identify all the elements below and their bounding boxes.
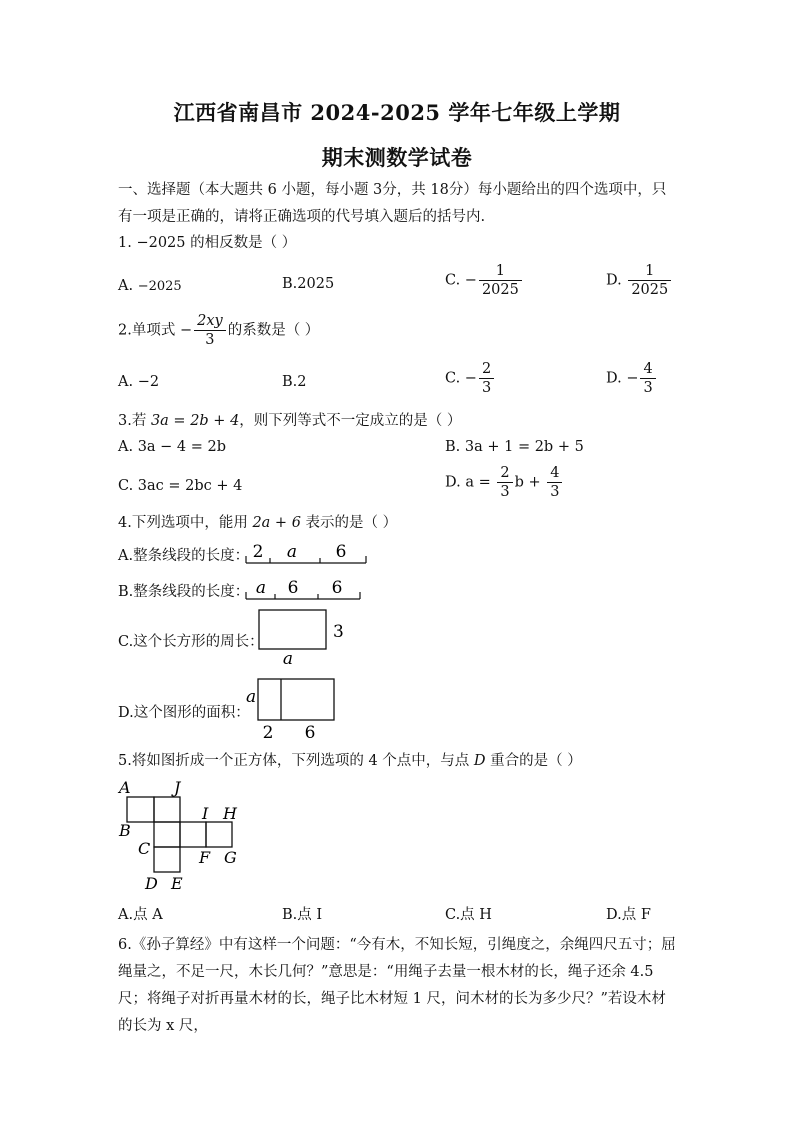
net-point-a: A [119,778,131,797]
q6-text: 6.《孙子算经》中有这样一个问题：“今有木，不知长短，引绳度之，余绳四尺五寸；屈绳量之，不足一尺，木长几何？”意思是：“用绳子去量一根木材的长，绳子还余 4.5 尺；将绳子对折再量木材的长，绳子比木材短 1 尺，问木材的长为多少尺？”若设木材的长为 x 尺， [118,937,676,1034]
q1-stem: 1. −2025 的相反数是（ ） [118,235,297,251]
q3-stem: 3.若 3a = 2b + 4，则下列等式不一定成立的是（ ） [118,413,462,429]
q1-option-b: B.2025 [282,276,335,292]
q5-option-c: C.点 H [445,907,492,923]
exam-subtitle: 期末测数学试卷 [321,145,473,170]
q3-option-a: A. 3a − 4 = 2b [118,439,227,455]
q4-b-seg-1: a [255,578,267,598]
q4-a-seg-3: 6 [335,542,347,562]
net-point-c: C [138,839,151,858]
q2-option-d: D. − $\frac{4}{3}$ [606,360,658,397]
q5-option-b: B.点 I [282,907,323,923]
q5-option-d: D.点 F [606,907,651,923]
q4-b-seg-3: 6 [331,578,343,598]
net-point-g: G [224,848,237,867]
q5-stem: 5.将如图折成一个正方体，下列选项的 4 个点中，与点 D 重合的是（ ） [118,753,582,769]
q3-option-c: C. 3ac = 2bc + 4 [118,478,243,494]
q4-option-a-segment [240,537,372,567]
q2-stem: 2.单项式 − $\frac{2xy}{3}$ 的系数是（ ） [118,313,320,348]
net-point-j: J [174,778,181,797]
q4-option-c-rectangle [255,606,355,668]
q3-option-b: B. 3a + 1 = 2b + 5 [445,439,584,455]
net-point-e: E [171,874,183,893]
q4-d-side-label: a [246,687,257,707]
q5-option-a: A.点 A [118,907,163,923]
q4-option-a-label: A.整条线段的长度： [118,548,250,564]
net-point-d: D [145,874,158,893]
q4-option-d-figure [240,674,340,744]
section-intro: 一、选择题（本大题共 6 小题，每小题 3分，共 18分）每小题给出的四个选项中，只有一项是正确的，请将正确选项的代号填入题后的括号内. [118,182,667,225]
net-point-h: H [223,804,237,823]
net-point-f: F [199,848,211,867]
q4-option-d-label: D.这个图形的面积： [118,705,250,721]
q2-option-c: C. − $\frac{2}{3}$ [445,360,496,397]
q1-option-c: C. − $\frac{1}{2025}$ [445,262,524,299]
q4-d-width-2: 6 [304,723,316,743]
q4-option-c-label: C.这个长方形的周长： [118,634,264,650]
net-point-b: B [119,821,131,840]
exam-title: 江西省南昌市 2024-2025 学年七年级上学期 [173,100,621,125]
q2-option-b: B.2 [282,374,307,390]
q5-cube-net [115,777,250,895]
q4-c-bottom-label: a [282,649,294,668]
q4-d-width-1: 2 [262,723,274,743]
net-point-i: I [202,804,209,823]
q4-a-seg-1: 2 [252,542,264,562]
q4-option-b-segment [240,573,368,603]
q3-option-d: D. a = $\frac{2}{3}$ b + $\frac{4}{3}$ [445,464,564,501]
q1-option-d: D. $\frac{1}{2025}$ [606,262,673,299]
q4-option-b-label: B.整条线段的长度： [118,584,250,600]
q4-c-side-label: 3 [333,622,344,642]
q4-b-seg-2: 6 [287,578,299,598]
q1-option-a: A. −2025 [118,278,182,294]
q4-a-seg-2: a [286,542,298,562]
q4-stem: 4.下列选项中，能用 2a + 6 表示的是（ ） [118,515,398,531]
q2-option-a: A. −2 [118,374,160,390]
